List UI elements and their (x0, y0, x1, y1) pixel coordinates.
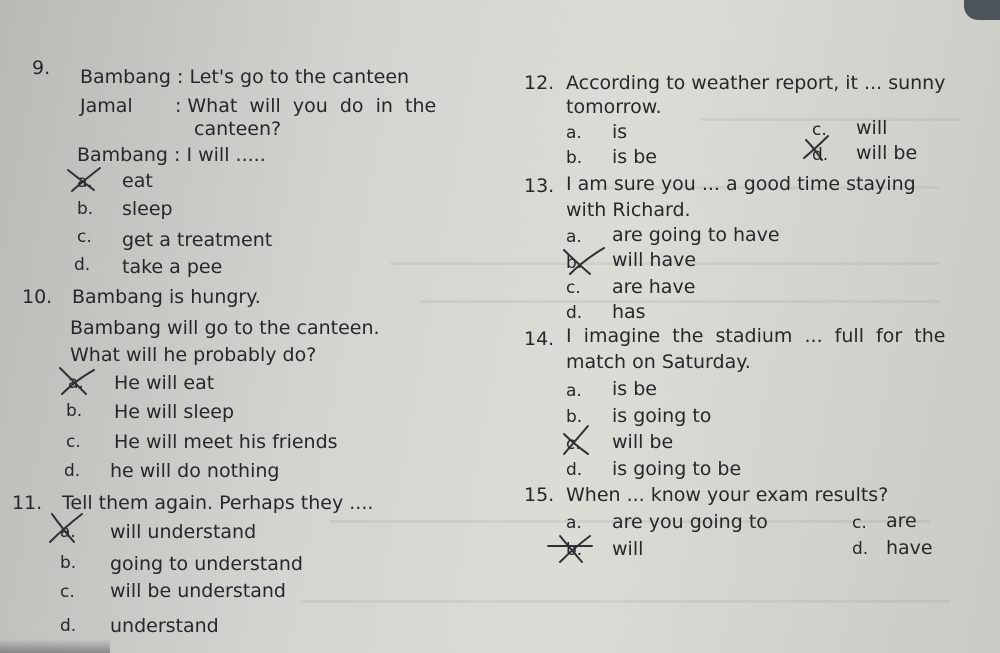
option-label: c. (60, 582, 75, 602)
option-label: c. (566, 278, 581, 298)
question-number: 15. (524, 484, 555, 506)
option-label: a. (566, 123, 582, 143)
option-text: are (886, 510, 917, 532)
option-text: eat (122, 170, 153, 192)
option-label: a. (566, 381, 582, 401)
option-text: have (886, 537, 933, 559)
option-label: d. (566, 460, 583, 480)
question-text: Bambang : Let's go to the canteen (80, 66, 410, 88)
question-number: 10. (22, 286, 53, 308)
option-text: He will sleep (114, 401, 235, 423)
answer-cross-mark (56, 364, 100, 398)
option-text: understand (110, 615, 219, 637)
option-label: d. (74, 255, 91, 275)
option-label: a. (77, 172, 93, 192)
option-label: b. (566, 148, 583, 168)
option-label: d. (60, 616, 77, 636)
option-text: will (856, 117, 888, 139)
option-text: has (612, 301, 646, 323)
option-text: is going to be (612, 458, 742, 480)
option-text: will understand (110, 521, 257, 543)
option-text: are have (612, 276, 696, 298)
option-text: will have (612, 249, 697, 271)
question-text: According to weather report, it ... sunny (566, 72, 946, 94)
question-number: 13. (524, 175, 555, 197)
question-text: I am sure you ... a good time staying (566, 173, 916, 195)
question-text: Tell them again. Perhaps they .... (62, 492, 374, 514)
answer-cross-mark (46, 510, 90, 546)
question-text: Jamal : What will you do in the (80, 95, 437, 117)
question-text: Bambang will go to the canteen. (70, 317, 380, 339)
corner-shadow (964, 0, 1000, 20)
option-label: a. (566, 227, 582, 247)
question-number: 9. (32, 57, 51, 79)
option-text: will (612, 538, 644, 560)
option-label: a. (566, 513, 582, 533)
option-text: will be understand (110, 580, 286, 602)
option-text: he will do nothing (110, 460, 280, 482)
question-text: with Richard. (566, 199, 691, 221)
option-text: is going to (612, 405, 712, 427)
question-text: Bambang : I will ..... (77, 144, 266, 166)
option-text: will be (856, 142, 918, 164)
option-label: d. (566, 303, 583, 323)
question-number: 12. (524, 72, 555, 94)
question-text: I imagine the stadium ... full for the (566, 325, 946, 347)
answer-cross-mark (560, 246, 610, 278)
question-text: match on Saturday. (566, 351, 751, 373)
bottom-shadow (0, 639, 110, 653)
option-text: take a pee (122, 256, 223, 278)
option-text: is (612, 121, 628, 143)
show-through-line (420, 300, 940, 303)
answer-cross-mark (64, 164, 106, 194)
show-through-line (300, 600, 950, 603)
option-label: c. (852, 513, 867, 533)
show-through-line (700, 118, 960, 121)
option-text: He will meet his friends (114, 431, 338, 453)
answer-cross-mark (558, 424, 598, 458)
option-label: b. (566, 540, 583, 560)
question-number: 14. (524, 328, 555, 350)
option-label: b. (566, 253, 583, 273)
option-label: c. (812, 120, 827, 140)
option-text: is be (612, 146, 657, 168)
option-label: a. (60, 522, 76, 542)
option-text: He will eat (114, 372, 215, 394)
option-label: d. (64, 461, 81, 481)
question-text: tomorrow. (566, 96, 662, 118)
question-number: 11. (12, 492, 43, 514)
question-text: When ... know your exam results? (566, 484, 889, 506)
option-label: b. (77, 199, 94, 219)
answer-cross-mark (798, 134, 836, 164)
option-text: is be (612, 378, 657, 400)
option-label: c. (77, 227, 92, 247)
option-text: are going to have (612, 224, 780, 246)
option-text: get a treatment (122, 229, 273, 251)
option-label: c. (566, 434, 581, 454)
option-text: will be (612, 431, 674, 453)
option-text: going to understand (110, 553, 303, 575)
question-text: What will he probably do? (70, 344, 317, 366)
question-text: canteen? (194, 118, 282, 140)
option-label: d. (812, 145, 829, 165)
option-label: b. (60, 553, 77, 573)
option-label: d. (852, 539, 869, 559)
option-label: c. (66, 432, 81, 452)
answer-cross-mark (546, 532, 600, 566)
option-text: are you going to (612, 511, 768, 533)
option-text: sleep (122, 198, 173, 220)
option-label: b. (66, 401, 83, 421)
option-label: b. (566, 407, 583, 427)
question-text: Bambang is hungry. (72, 286, 261, 308)
option-label: a. (68, 373, 84, 393)
